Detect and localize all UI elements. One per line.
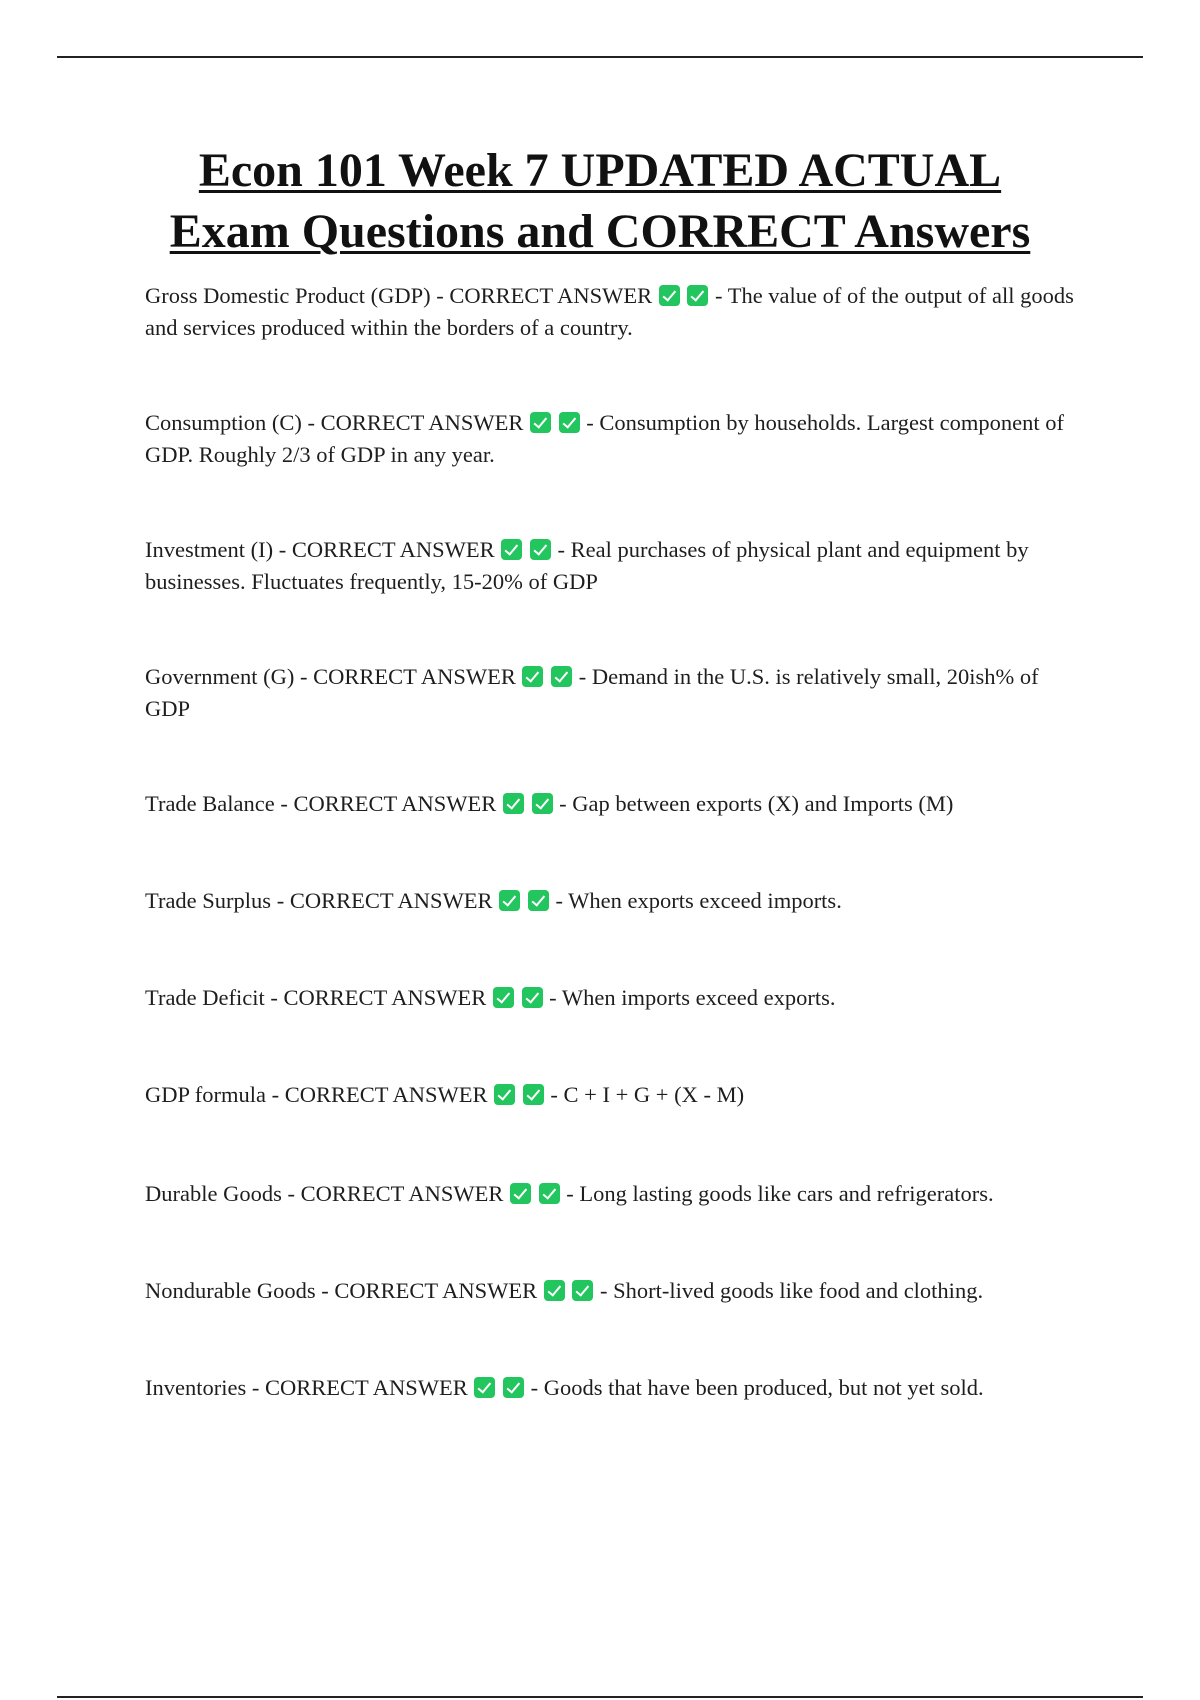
check-mark-icon	[659, 285, 680, 306]
qa-item: Investment (I) - CORRECT ANSWER - Real purchases of physical plant and equipment by businesses. Fluctuates frequently, 15-20% of GDP	[145, 537, 1029, 594]
qa-item: Government (G) - CORRECT ANSWER - Demand in the U.S. is relatively small, 20ish% of GDP	[145, 664, 1039, 721]
check-mark-icon	[503, 1377, 524, 1398]
qa-item: Nondurable Goods - CORRECT ANSWER - Short-lived goods like food and clothing.	[145, 1278, 984, 1303]
qa-item: Gross Domestic Product (GDP) - CORRECT ANSWER - The value of of the output of all goods and services produced within the borders of a country.	[145, 283, 1074, 340]
bottom-divider	[57, 1696, 1143, 1698]
qa-definition: Goods that have been produced, but not yet sold.	[543, 1375, 984, 1400]
qa-definition: Consumption by households. Largest component of GDP. Roughly 2/3 of GDP in any year.	[145, 410, 1064, 467]
check-mark-icon	[494, 1084, 515, 1105]
qa-definition: Real purchases of physical plant and equipment by businesses. Fluctuates frequently, 15-20% of GDP	[145, 537, 1029, 594]
qa-term: Durable Goods	[145, 1181, 282, 1206]
qa-answer-marker: CORRECT ANSWER	[293, 791, 497, 816]
qa-term: Gross Domestic Product (GDP)	[145, 283, 431, 308]
page-title-line-2: Exam Questions and CORRECT Answers	[169, 205, 1031, 258]
qa-term: Trade Balance	[145, 791, 275, 816]
qa-term: Trade Deficit	[145, 985, 265, 1010]
check-mark-icon	[501, 539, 522, 560]
check-mark-icon	[530, 539, 551, 560]
qa-answer-marker: CORRECT ANSWER	[284, 1082, 488, 1107]
qa-definition: Short-lived goods like food and clothing.	[613, 1278, 984, 1303]
check-mark-icon	[544, 1280, 565, 1301]
qa-item: Trade Deficit - CORRECT ANSWER - When imports exceed exports.	[145, 985, 836, 1010]
check-mark-icon	[539, 1183, 560, 1204]
qa-answer-marker: CORRECT ANSWER	[291, 537, 495, 562]
qa-definition: Demand in the U.S. is relatively small, 20ish% of GDP	[145, 664, 1039, 721]
qa-item: Trade Balance - CORRECT ANSWER - Gap between exports (X) and Imports (M)	[145, 791, 954, 816]
qa-item: Trade Surplus - CORRECT ANSWER - When exports exceed imports.	[145, 888, 842, 913]
qa-term: GDP formula	[145, 1082, 267, 1107]
check-mark-icon	[523, 1084, 544, 1105]
qa-item: Consumption (C) - CORRECT ANSWER - Consumption by households. Largest component of GDP. Roughly 2/3 of GDP in any year.	[145, 410, 1064, 467]
qa-answer-marker: CORRECT ANSWER	[264, 1375, 468, 1400]
page-title-line-1: Econ 101 Week 7 UPDATED ACTUAL	[198, 144, 1002, 197]
check-mark-icon	[530, 412, 551, 433]
check-mark-icon	[528, 890, 549, 911]
check-mark-icon	[503, 793, 524, 814]
check-mark-icon	[559, 412, 580, 433]
check-mark-icon	[510, 1183, 531, 1204]
qa-item: Durable Goods - CORRECT ANSWER - Long lasting goods like cars and refrigerators.	[145, 1181, 994, 1206]
check-mark-icon	[474, 1377, 495, 1398]
check-mark-icon	[522, 987, 543, 1008]
qa-definition: C + I + G + (X - M)	[563, 1082, 745, 1107]
qa-term: Trade Surplus	[145, 888, 272, 913]
check-mark-icon	[493, 987, 514, 1008]
qa-answer-marker: CORRECT ANSWER	[334, 1278, 538, 1303]
top-divider	[57, 56, 1143, 58]
qa-answer-marker: CORRECT ANSWER	[300, 1181, 504, 1206]
qa-definition: Long lasting goods like cars and refrigerators.	[579, 1181, 994, 1206]
check-mark-icon	[551, 666, 572, 687]
qa-term: Nondurable Goods	[145, 1278, 316, 1303]
check-mark-icon	[572, 1280, 593, 1301]
qa-answer-marker: CORRECT ANSWER	[320, 410, 524, 435]
qa-definition: The value of of the output of all goods and services produced within the borders of a country.	[145, 283, 1074, 340]
page-title	[100, 140, 1100, 262]
qa-item: GDP formula - CORRECT ANSWER - C + I + G + (X - M)	[145, 1082, 745, 1107]
qa-term: Investment (I)	[145, 537, 274, 562]
qa-definition: Gap between exports (X) and Imports (M)	[572, 791, 954, 816]
qa-answer-marker: CORRECT ANSWER	[313, 664, 516, 689]
check-mark-icon	[499, 890, 520, 911]
check-mark-icon	[532, 793, 553, 814]
qa-answer-marker: CORRECT ANSWER	[449, 283, 653, 308]
qa-term: Inventories	[145, 1375, 247, 1400]
qa-definition: When exports exceed imports.	[568, 888, 842, 913]
qa-term: Government (G)	[145, 664, 295, 689]
qa-definition: When imports exceed exports.	[561, 985, 836, 1010]
qa-answer-marker: CORRECT ANSWER	[283, 985, 487, 1010]
qa-term: Consumption (C)	[145, 410, 302, 435]
check-mark-icon	[522, 666, 543, 687]
check-mark-icon	[687, 285, 708, 306]
qa-answer-marker: CORRECT ANSWER	[289, 888, 493, 913]
qa-item: Inventories - CORRECT ANSWER - Goods that have been produced, but not yet sold.	[145, 1375, 984, 1400]
